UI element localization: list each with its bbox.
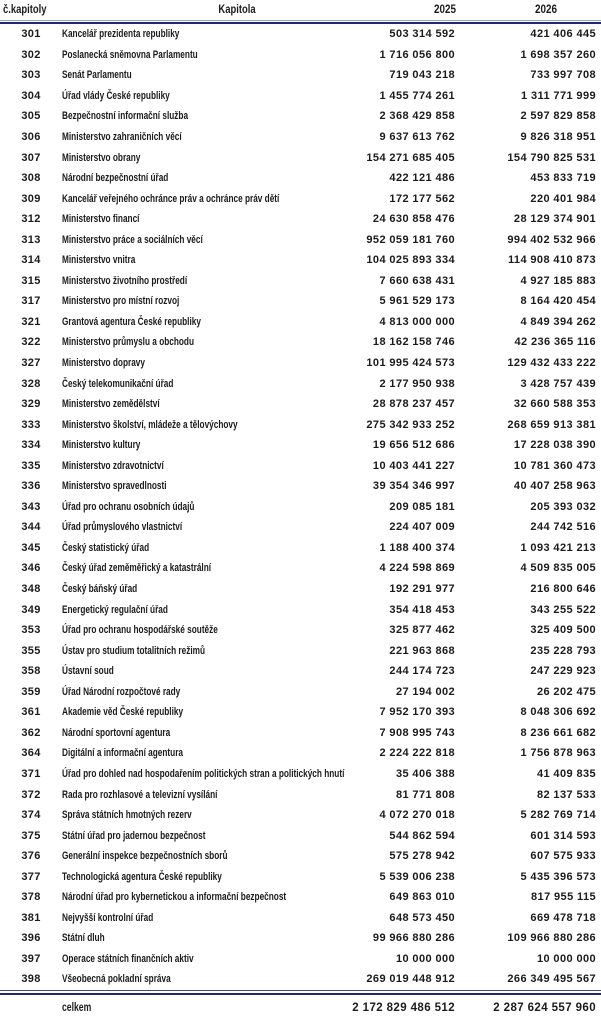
value-2025-cell: 4 072 270 018 xyxy=(379,809,455,822)
chapter-number-cell: 378 xyxy=(21,891,41,904)
chapter-name-cell xyxy=(62,193,347,205)
chapter-number-cell: 361 xyxy=(21,706,41,719)
table-row xyxy=(0,784,601,805)
value-2025-cell: 101 995 424 573 xyxy=(366,357,455,370)
value-2025-cell: 325 877 462 xyxy=(389,624,455,637)
value-2025-cell: 649 863 010 xyxy=(389,891,455,904)
value-2026-cell: 1 756 878 963 xyxy=(520,747,596,760)
chapter-number-cell: 343 xyxy=(21,500,41,513)
chapter-number-cell: 348 xyxy=(21,583,41,596)
chapter-name-text: Ministerstvo kultury xyxy=(62,439,141,452)
value-2025-cell: 1 716 056 800 xyxy=(379,48,455,61)
chapter-name-cell xyxy=(62,213,347,225)
value-2026-cell: 82 137 533 xyxy=(536,788,596,801)
chapter-name-text: Ministerstvo práce a sociálních věcí xyxy=(62,233,203,246)
value-2026-cell: 9 826 318 951 xyxy=(520,131,596,143)
value-2025-cell: 24 630 858 476 xyxy=(372,213,455,226)
chapter-name-text: Ústav pro studium totalitních režimů xyxy=(62,644,206,657)
table-row xyxy=(0,949,601,970)
value-2025-cell: 575 278 942 xyxy=(389,850,455,863)
chapter-number-cell: 371 xyxy=(21,767,41,780)
chapter-name-cell xyxy=(62,768,347,780)
value-2025-cell: 2 368 429 858 xyxy=(379,110,455,123)
table-row xyxy=(0,353,601,374)
chapter-name-text: Ministerstvo spravedlnosti xyxy=(62,480,167,493)
chapter-name-cell xyxy=(62,624,347,636)
table-row xyxy=(0,86,601,107)
chapter-number-cell: 314 xyxy=(21,254,41,267)
chapter-name-cell xyxy=(62,932,347,944)
chapter-number-cell: 312 xyxy=(21,213,41,226)
chapter-name-text: Český telekomunikační úřad xyxy=(62,377,174,390)
chapter-number-cell: 381 xyxy=(21,911,41,924)
table-row xyxy=(0,332,601,353)
value-2026-cell: 268 659 913 381 xyxy=(507,418,596,431)
value-2025-cell: 10 403 441 227 xyxy=(372,459,455,472)
value-2026-cell: 343 255 522 xyxy=(530,603,596,616)
value-2026-cell: 114 908 410 873 xyxy=(508,254,596,267)
chapter-number-cell: 376 xyxy=(21,850,41,863)
col-header-year-2026: 2026 xyxy=(534,4,558,16)
value-2026-cell: 220 401 984 xyxy=(530,192,596,205)
table-row xyxy=(0,65,601,86)
value-2025-cell: 1 455 774 261 xyxy=(379,89,455,102)
chapter-name-text: Správa státních hmotných rezerv xyxy=(62,809,192,822)
table-row xyxy=(0,373,601,394)
chapter-number-cell: 397 xyxy=(21,952,41,965)
value-2025-cell: 5 539 006 238 xyxy=(379,870,455,883)
table-row xyxy=(0,723,601,744)
value-2026-cell: 205 393 032 xyxy=(530,500,596,513)
value-2026-cell: 669 478 718 xyxy=(530,911,596,924)
value-2025-cell: 154 271 685 405 xyxy=(366,151,455,164)
chapter-name-cell xyxy=(62,69,347,81)
chapter-name-cell xyxy=(62,90,347,102)
chapter-name-text: Grantová agentura České republiky xyxy=(62,315,201,328)
value-2026-cell: 5 282 769 714 xyxy=(520,809,596,822)
table-row xyxy=(0,476,601,497)
table-row xyxy=(0,538,601,559)
chapter-name-text: Ministerstvo vnitra xyxy=(62,254,136,267)
chapter-name-cell xyxy=(62,275,347,287)
table-row xyxy=(0,45,601,66)
chapter-name-cell xyxy=(62,850,347,862)
table-row xyxy=(0,291,601,312)
chapter-name-text: Úřad průmyslového vlastnictví xyxy=(62,521,183,534)
value-2025-cell: 354 418 453 xyxy=(389,603,455,616)
value-2026-cell: 4 849 394 262 xyxy=(520,315,596,328)
value-2025-cell: 104 025 893 334 xyxy=(366,254,455,267)
value-2025-cell: 7 952 170 393 xyxy=(379,706,455,719)
value-2025-cell: 10 000 000 xyxy=(395,952,455,965)
table-row xyxy=(0,209,601,230)
table-row xyxy=(0,743,601,764)
chapter-name-text: Senát Parlamentu xyxy=(62,69,132,82)
value-2026-cell: 1 093 421 213 xyxy=(520,541,596,554)
value-2026-cell: 42 236 365 116 xyxy=(514,336,596,349)
table-header xyxy=(0,0,601,20)
chapter-name-text: Státní úřad pro jadernou bezpečnost xyxy=(62,829,206,842)
chapter-number-cell: 322 xyxy=(21,336,41,349)
chapter-name-cell xyxy=(62,254,347,266)
value-2026-cell: 216 800 646 xyxy=(530,583,596,596)
chapter-name-text: Všeobecná pokladní správa xyxy=(62,973,171,986)
chapter-name-cell xyxy=(62,378,347,390)
table-row xyxy=(0,846,601,867)
chapter-number-cell: 396 xyxy=(21,932,41,945)
value-2025-cell: 269 019 448 912 xyxy=(366,973,455,986)
chapter-name-cell xyxy=(62,480,347,492)
table-row xyxy=(0,517,601,538)
chapter-number-cell: 305 xyxy=(21,110,41,123)
chapter-number-cell: 374 xyxy=(21,809,41,822)
chapter-name-cell xyxy=(62,973,347,985)
chapter-name-cell xyxy=(62,398,347,410)
chapter-name-cell xyxy=(62,460,347,472)
value-2026-cell: 325 409 500 xyxy=(530,624,596,637)
chapter-name-cell xyxy=(62,172,347,184)
value-2025-cell: 2 224 222 818 xyxy=(379,747,455,760)
chapter-name-text: Národní úřad pro kybernetickou a informační bezpečnost xyxy=(62,891,287,904)
value-2026-cell: 421 406 445 xyxy=(530,28,596,41)
chapter-number-cell: 304 xyxy=(21,89,41,102)
chapter-number-cell: 315 xyxy=(21,274,41,287)
col-header-chapter-name: Kapitola xyxy=(218,4,256,16)
chapter-name-text: Ústavní soud xyxy=(62,665,114,678)
value-2025-cell: 28 878 237 457 xyxy=(372,398,455,411)
value-2026-cell: 26 202 475 xyxy=(536,685,596,698)
chapter-name-cell xyxy=(62,604,347,616)
value-2026-cell: 607 575 933 xyxy=(530,850,596,863)
table-row xyxy=(0,435,601,456)
chapter-number-cell: 364 xyxy=(21,747,41,760)
table-row xyxy=(0,271,601,292)
chapter-name-cell xyxy=(62,295,347,307)
total-value-2026: 2 287 624 557 960 xyxy=(493,1001,596,1014)
table-row xyxy=(0,147,601,168)
value-2026-cell: 109 966 880 286 xyxy=(507,932,596,945)
chapter-number-cell: 301 xyxy=(21,28,41,41)
chapter-name-text: Bezpečnostní informační služba xyxy=(62,110,189,123)
table-row xyxy=(0,640,601,661)
total-label: celkem xyxy=(62,1001,92,1014)
total-value-2025: 2 172 829 486 512 xyxy=(352,1001,455,1014)
chapter-name-text: Ministerstvo obrany xyxy=(62,151,141,164)
value-2026-cell: 3 428 757 439 xyxy=(520,377,596,390)
chapter-name-text: Generální inspekce bezpečnostních sborů xyxy=(62,850,228,863)
table-row xyxy=(0,579,601,600)
chapter-name-cell xyxy=(62,501,347,513)
value-2025-cell: 952 059 181 760 xyxy=(366,233,455,246)
value-2025-cell: 4 224 598 869 xyxy=(379,562,455,575)
table-row xyxy=(0,127,601,148)
value-2025-cell: 5 961 529 173 xyxy=(379,295,455,308)
chapter-number-cell: 321 xyxy=(21,315,41,328)
chapter-name-cell xyxy=(62,891,347,903)
table-row xyxy=(0,805,601,826)
chapter-name-cell xyxy=(62,830,347,842)
table-row xyxy=(0,497,601,518)
chapter-name-text: Národní sportovní agentura xyxy=(62,726,171,739)
table-row xyxy=(0,887,601,908)
value-2026-cell: 247 229 923 xyxy=(530,665,596,678)
chapter-name-cell xyxy=(62,706,347,718)
chapter-name-text: Český báňský úřad xyxy=(62,583,138,596)
chapter-name-text: Akademie věd České republiky xyxy=(62,706,184,719)
chapter-number-cell: 335 xyxy=(21,459,41,472)
chapter-name-cell xyxy=(62,871,347,883)
chapter-number-cell: 334 xyxy=(21,439,41,452)
value-2025-cell: 544 862 594 xyxy=(389,829,455,842)
chapter-number-cell: 302 xyxy=(21,48,41,61)
chapter-name-cell xyxy=(62,110,347,122)
table-row xyxy=(0,106,601,127)
value-2026-cell: 2 597 829 858 xyxy=(520,110,596,123)
value-2026-cell: 266 349 495 567 xyxy=(507,973,596,986)
chapter-number-cell: 353 xyxy=(21,624,41,637)
chapter-number-cell: 377 xyxy=(21,870,41,883)
value-2026-cell: 10 000 000 xyxy=(536,952,596,965)
col-header-year-2025: 2025 xyxy=(433,4,457,16)
value-2026-cell: 994 402 532 966 xyxy=(507,233,596,246)
table-row xyxy=(0,599,601,620)
chapter-name-cell xyxy=(62,645,347,657)
table-row xyxy=(0,250,601,271)
value-2025-cell: 9 637 613 762 xyxy=(379,131,455,143)
chapter-number-cell: 317 xyxy=(21,295,41,308)
chapter-number-cell: 333 xyxy=(21,418,41,431)
chapter-number-cell: 313 xyxy=(21,233,41,246)
chapter-number-cell: 328 xyxy=(21,377,41,390)
chapter-name-cell xyxy=(62,686,347,698)
chapter-name-cell xyxy=(62,789,347,801)
value-2025-cell: 719 043 218 xyxy=(389,69,455,82)
value-2026-cell: 601 314 593 xyxy=(530,829,596,842)
chapter-number-cell: 359 xyxy=(21,685,41,698)
chapter-number-cell: 345 xyxy=(21,541,41,554)
value-2025-cell: 35 406 388 xyxy=(395,767,455,780)
value-2025-cell: 27 194 002 xyxy=(395,685,455,698)
table-row xyxy=(0,682,601,703)
chapter-name-cell xyxy=(62,316,347,328)
chapter-name-text: Ministerstvo financí xyxy=(62,213,140,226)
value-2025-cell: 209 085 181 xyxy=(389,500,455,513)
value-2025-cell: 503 314 592 xyxy=(389,28,455,41)
chapter-name-cell xyxy=(62,419,347,431)
chapter-name-text: Ministerstvo zemědělství xyxy=(62,398,160,411)
chapter-name-cell xyxy=(62,521,347,533)
total-row xyxy=(0,995,601,1021)
value-2026-cell: 4 509 835 005 xyxy=(520,562,596,575)
chapter-name-cell xyxy=(62,809,347,821)
chapter-name-cell xyxy=(62,357,347,369)
value-2025-cell: 648 573 450 xyxy=(389,911,455,924)
chapter-name-text: Digitální a informační agentura xyxy=(62,747,184,760)
table-row xyxy=(0,168,601,189)
table-row xyxy=(0,764,601,785)
chapter-name-text: Úřad pro ochranu osobních údajů xyxy=(62,500,195,513)
value-2025-cell: 18 162 158 746 xyxy=(372,336,455,349)
value-2026-cell: 817 955 115 xyxy=(531,891,596,904)
value-2025-cell: 4 813 000 000 xyxy=(379,315,455,328)
chapter-name-text: Ministerstvo životního prostředí xyxy=(62,274,188,287)
value-2025-cell: 172 177 562 xyxy=(389,192,455,205)
chapter-name-cell xyxy=(62,131,347,143)
value-2025-cell: 19 656 512 686 xyxy=(372,439,455,452)
value-2025-cell: 422 121 486 xyxy=(389,172,455,185)
chapter-name-cell xyxy=(62,439,347,451)
value-2026-cell: 235 228 793 xyxy=(530,644,596,657)
chapter-name-text: Úřad Národní rozpočtové rady xyxy=(62,685,181,698)
table-row xyxy=(0,229,601,250)
chapter-name-text: Český úřad zeměměřický a katastrální xyxy=(62,562,212,575)
chapter-name-text: Národní bezpečnostní úřad xyxy=(62,172,169,185)
chapter-number-cell: 303 xyxy=(21,69,41,82)
chapter-number-cell: 327 xyxy=(21,357,41,370)
value-2026-cell: 8 164 420 454 xyxy=(520,295,596,308)
value-2025-cell: 99 966 880 286 xyxy=(372,932,455,945)
chapter-name-cell xyxy=(62,912,347,924)
value-2026-cell: 4 927 185 883 xyxy=(520,274,596,287)
chapter-number-cell: 346 xyxy=(21,562,41,575)
table-row xyxy=(0,825,601,846)
chapter-number-cell: 344 xyxy=(21,521,41,534)
chapter-number-cell: 308 xyxy=(21,172,41,185)
table-row xyxy=(0,558,601,579)
chapter-number-cell: 309 xyxy=(21,192,41,205)
chapter-name-text: Operace státních finančních aktiv xyxy=(62,952,194,965)
table-row xyxy=(0,702,601,723)
chapter-number-cell: 306 xyxy=(21,131,41,143)
chapter-number-cell: 336 xyxy=(21,480,41,493)
table-row xyxy=(0,928,601,949)
value-2026-cell: 733 997 708 xyxy=(530,69,596,82)
value-2026-cell: 28 129 374 901 xyxy=(513,213,596,226)
chapter-name-text: Úřad vlády České republiky xyxy=(62,89,170,102)
value-2025-cell: 192 291 977 xyxy=(389,583,455,596)
chapter-name-text: Rada pro rozhlasové a televizní vysílání xyxy=(62,788,218,801)
value-2026-cell: 8 236 661 682 xyxy=(520,726,596,739)
table-row xyxy=(0,455,601,476)
chapter-name-text: Ministerstvo zdravotnictví xyxy=(62,459,164,472)
chapter-number-cell: 307 xyxy=(21,151,41,164)
table-row xyxy=(0,312,601,333)
chapter-name-cell xyxy=(62,665,347,677)
chapter-number-cell: 355 xyxy=(21,644,41,657)
value-2026-cell: 17 228 038 390 xyxy=(513,439,596,452)
chapter-name-text: Kancelář veřejného ochránce práv a ochránce práv dětí xyxy=(62,192,280,205)
chapter-name-cell xyxy=(62,152,347,164)
chapter-number-cell: 398 xyxy=(21,973,41,986)
chapter-name-text: Ministerstvo průmyslu a obchodu xyxy=(62,336,195,349)
table-row xyxy=(0,414,601,435)
table-row xyxy=(0,866,601,887)
chapter-name-cell xyxy=(62,562,347,574)
table-row xyxy=(0,620,601,641)
table-row xyxy=(0,661,601,682)
value-2025-cell: 224 407 009 xyxy=(389,521,455,534)
chapter-name-text: Ministerstvo školství, mládeže a tělovýchovy xyxy=(62,418,238,431)
chapter-number-cell: 349 xyxy=(21,603,41,616)
chapter-number-cell: 362 xyxy=(21,726,41,739)
value-2026-cell: 129 432 433 222 xyxy=(507,357,596,370)
table-row xyxy=(0,394,601,415)
value-2025-cell: 221 963 868 xyxy=(389,644,455,657)
value-2026-cell: 154 790 825 531 xyxy=(507,151,596,164)
chapter-number-cell: 358 xyxy=(21,665,41,678)
table-row xyxy=(0,24,601,45)
chapter-name-cell xyxy=(62,583,347,595)
value-2026-cell: 10 781 360 473 xyxy=(513,459,596,472)
chapter-name-text: Energetický regulační úřad xyxy=(62,603,168,616)
chapter-name-text: Ministerstvo pro místní rozvoj xyxy=(62,295,180,308)
table-row xyxy=(0,908,601,929)
value-2026-cell: 453 833 719 xyxy=(530,172,596,185)
chapter-name-cell xyxy=(62,727,347,739)
chapter-name-cell xyxy=(62,336,347,348)
chapter-name-cell xyxy=(62,234,347,246)
chapter-name-cell xyxy=(62,953,347,965)
chapter-name-text: Poslanecká sněmovna Parlamentu xyxy=(62,48,198,61)
value-2026-cell: 1 311 771 999 xyxy=(521,89,596,102)
chapter-name-text: Ministerstvo zahraničních věcí xyxy=(62,131,182,143)
value-2025-cell: 81 771 808 xyxy=(395,788,455,801)
table-row xyxy=(0,188,601,209)
chapter-name-text: Nejvyšší kontrolní úřad xyxy=(62,911,154,924)
chapter-name-cell xyxy=(62,28,347,40)
value-2025-cell: 1 188 400 374 xyxy=(379,541,455,554)
value-2026-cell: 244 742 516 xyxy=(530,521,596,534)
chapter-name-text: Ministerstvo dopravy xyxy=(62,357,145,370)
chapter-name-text: Kancelář prezidenta republiky xyxy=(62,28,180,41)
value-2026-cell: 32 660 588 353 xyxy=(513,398,596,411)
chapter-name-text: Státní dluh xyxy=(62,932,105,945)
value-2025-cell: 244 174 723 xyxy=(389,665,455,678)
chapter-name-text: Úřad pro dohled nad hospodařením politických stran a politických hnutí xyxy=(62,767,345,780)
value-2026-cell: 41 409 835 xyxy=(536,767,596,780)
chapter-name-cell xyxy=(62,49,347,61)
value-2025-cell: 275 342 933 252 xyxy=(366,418,455,431)
chapter-name-text: Technologická agentura České republiky xyxy=(62,870,222,883)
value-2025-cell: 2 177 950 938 xyxy=(379,377,455,390)
value-2025-cell: 7 908 995 743 xyxy=(379,726,455,739)
chapter-name-cell xyxy=(62,542,347,554)
chapter-number-cell: 329 xyxy=(21,398,41,411)
value-2025-cell: 7 660 638 431 xyxy=(379,274,455,287)
value-2026-cell: 40 407 258 963 xyxy=(513,480,596,493)
chapter-name-text: Úřad pro ochranu hospodářské soutěže xyxy=(62,624,218,637)
col-header-chapter-number: č.kapitoly xyxy=(3,4,47,16)
chapter-number-cell: 375 xyxy=(21,829,41,842)
value-2026-cell: 1 698 357 260 xyxy=(520,48,596,61)
chapter-name-text: Český statistický úřad xyxy=(62,541,150,554)
value-2026-cell: 8 048 306 692 xyxy=(520,706,596,719)
chapter-name-cell xyxy=(62,747,347,759)
value-2025-cell: 39 354 346 997 xyxy=(372,480,455,493)
table-row xyxy=(0,969,601,990)
value-2026-cell: 5 435 396 573 xyxy=(520,870,596,883)
chapter-number-cell: 372 xyxy=(21,788,41,801)
table-body xyxy=(0,24,601,990)
